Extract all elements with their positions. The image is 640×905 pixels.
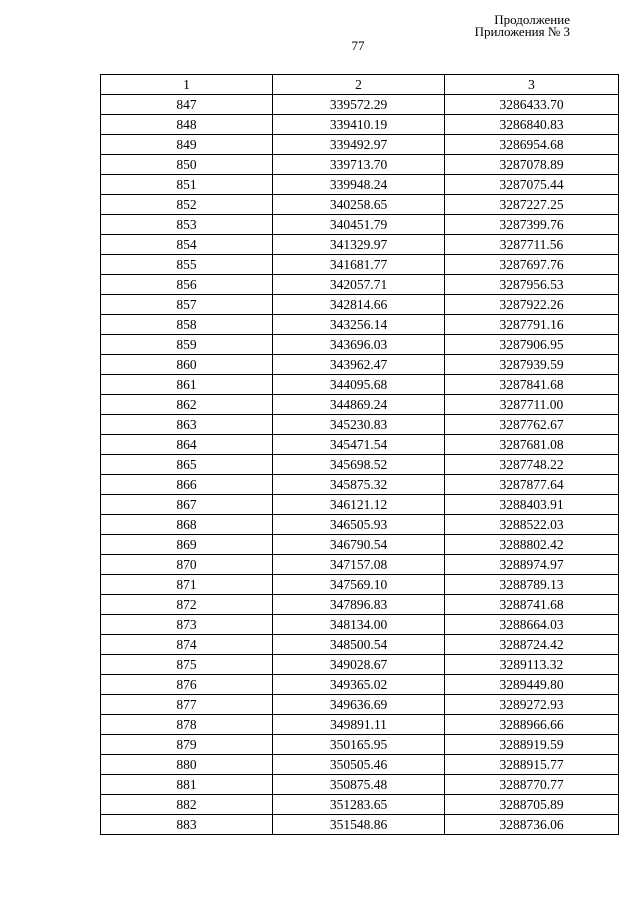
y-coordinate-cell: 3288724.42 xyxy=(445,635,619,655)
x-coordinate-cell: 342057.71 xyxy=(273,275,445,295)
y-coordinate-cell: 3287791.16 xyxy=(445,315,619,335)
y-coordinate-cell: 3287748.22 xyxy=(445,455,619,475)
table-row xyxy=(101,475,619,495)
point-number-cell: 873 xyxy=(101,615,273,635)
x-coordinate-cell: 351548.86 xyxy=(273,815,445,835)
x-coordinate-cell: 344095.68 xyxy=(273,375,445,395)
table-row xyxy=(101,635,619,655)
x-coordinate-cell: 348500.54 xyxy=(273,635,445,655)
x-coordinate-cell: 342814.66 xyxy=(273,295,445,315)
y-coordinate-cell: 3287711.56 xyxy=(445,235,619,255)
y-coordinate-cell: 3288919.59 xyxy=(445,735,619,755)
table-row xyxy=(101,695,619,715)
appendix-label: Приложения № 3 xyxy=(474,24,570,39)
x-coordinate-cell: 345698.52 xyxy=(273,455,445,475)
table-row xyxy=(101,735,619,755)
point-number-cell: 879 xyxy=(101,735,273,755)
x-coordinate-cell: 347569.10 xyxy=(273,575,445,595)
y-coordinate-cell: 3288705.89 xyxy=(445,795,619,815)
table-row xyxy=(101,555,619,575)
y-coordinate-cell: 3287227.25 xyxy=(445,195,619,215)
x-coordinate-cell: 344869.24 xyxy=(273,395,445,415)
point-number-cell: 862 xyxy=(101,395,273,415)
point-number-cell: 875 xyxy=(101,655,273,675)
table-row xyxy=(101,135,619,155)
table-row xyxy=(101,435,619,455)
table-row xyxy=(101,155,619,175)
table-row xyxy=(101,795,619,815)
table-row xyxy=(101,235,619,255)
table-row xyxy=(101,115,619,135)
table-row xyxy=(101,535,619,555)
x-coordinate-cell: 346121.12 xyxy=(273,495,445,515)
x-coordinate-cell: 346505.93 xyxy=(273,515,445,535)
y-coordinate-cell: 3287711.00 xyxy=(445,395,619,415)
point-number-cell: 855 xyxy=(101,255,273,275)
x-coordinate-cell: 343696.03 xyxy=(273,335,445,355)
table-row xyxy=(101,195,619,215)
point-number-cell: 877 xyxy=(101,695,273,715)
x-coordinate-cell: 339572.29 xyxy=(273,95,445,115)
x-coordinate-cell: 339948.24 xyxy=(273,175,445,195)
point-number-cell: 876 xyxy=(101,675,273,695)
y-coordinate-cell: 3288736.06 xyxy=(445,815,619,835)
point-number-cell: 883 xyxy=(101,815,273,835)
table-row xyxy=(101,215,619,235)
y-coordinate-cell: 3287841.68 xyxy=(445,375,619,395)
table-row xyxy=(101,655,619,675)
point-number-cell: 871 xyxy=(101,575,273,595)
x-coordinate-cell: 351283.65 xyxy=(273,795,445,815)
table-row xyxy=(101,515,619,535)
x-coordinate-cell: 339492.97 xyxy=(273,135,445,155)
point-number-cell: 881 xyxy=(101,775,273,795)
point-number-cell: 863 xyxy=(101,415,273,435)
x-coordinate-cell: 340258.65 xyxy=(273,195,445,215)
x-coordinate-cell: 349028.67 xyxy=(273,655,445,675)
y-coordinate-cell: 3287877.64 xyxy=(445,475,619,495)
table-row xyxy=(101,815,619,835)
x-coordinate-cell: 349365.02 xyxy=(273,675,445,695)
y-coordinate-cell: 3287956.53 xyxy=(445,275,619,295)
point-number-cell: 857 xyxy=(101,295,273,315)
point-number-cell: 856 xyxy=(101,275,273,295)
table-row xyxy=(101,675,619,695)
y-coordinate-cell: 3288802.42 xyxy=(445,535,619,555)
table-row xyxy=(101,615,619,635)
point-number-cell: 874 xyxy=(101,635,273,655)
point-number-cell: 870 xyxy=(101,555,273,575)
x-coordinate-cell: 339410.19 xyxy=(273,115,445,135)
table-row xyxy=(101,275,619,295)
x-coordinate-cell: 345230.83 xyxy=(273,415,445,435)
y-coordinate-cell: 3287078.89 xyxy=(445,155,619,175)
x-coordinate-cell: 350505.46 xyxy=(273,755,445,775)
y-coordinate-cell: 3287939.59 xyxy=(445,355,619,375)
table-row xyxy=(101,595,619,615)
point-number-cell: 872 xyxy=(101,595,273,615)
table-row xyxy=(101,455,619,475)
x-coordinate-cell: 341329.97 xyxy=(273,235,445,255)
table-row xyxy=(101,375,619,395)
x-coordinate-cell: 343256.14 xyxy=(273,315,445,335)
x-coordinate-cell: 339713.70 xyxy=(273,155,445,175)
point-number-cell: 849 xyxy=(101,135,273,155)
point-number-cell: 880 xyxy=(101,755,273,775)
x-coordinate-cell: 343962.47 xyxy=(273,355,445,375)
point-number-cell: 868 xyxy=(101,515,273,535)
table-row xyxy=(101,335,619,355)
x-coordinate-cell: 349891.11 xyxy=(273,715,445,735)
x-coordinate-cell: 345875.32 xyxy=(273,475,445,495)
y-coordinate-cell: 3287762.67 xyxy=(445,415,619,435)
y-coordinate-cell: 3287681.08 xyxy=(445,435,619,455)
x-coordinate-cell: 341681.77 xyxy=(273,255,445,275)
column-header-2: 2 xyxy=(273,75,445,95)
continuation-label: Продолжение xyxy=(494,12,570,27)
point-number-cell: 850 xyxy=(101,155,273,175)
y-coordinate-cell: 3287906.95 xyxy=(445,335,619,355)
x-coordinate-cell: 346790.54 xyxy=(273,535,445,555)
appendix-continuation-header xyxy=(475,14,570,38)
point-number-cell: 853 xyxy=(101,215,273,235)
point-number-cell: 847 xyxy=(101,95,273,115)
y-coordinate-cell: 3289272.93 xyxy=(445,695,619,715)
table-header-row xyxy=(101,75,619,95)
y-coordinate-cell: 3289449.80 xyxy=(445,675,619,695)
y-coordinate-cell: 3288741.68 xyxy=(445,595,619,615)
table-row xyxy=(101,495,619,515)
x-coordinate-cell: 350875.48 xyxy=(273,775,445,795)
x-coordinate-cell: 348134.00 xyxy=(273,615,445,635)
point-number-cell: 851 xyxy=(101,175,273,195)
table-row xyxy=(101,395,619,415)
x-coordinate-cell: 349636.69 xyxy=(273,695,445,715)
table-row xyxy=(101,755,619,775)
table-row xyxy=(101,175,619,195)
table-row xyxy=(101,355,619,375)
point-number-cell: 860 xyxy=(101,355,273,375)
x-coordinate-cell: 347896.83 xyxy=(273,595,445,615)
point-number-cell: 865 xyxy=(101,455,273,475)
point-number-cell: 869 xyxy=(101,535,273,555)
table-row xyxy=(101,415,619,435)
table-row xyxy=(101,775,619,795)
point-number-cell: 854 xyxy=(101,235,273,255)
point-number-cell: 878 xyxy=(101,715,273,735)
y-coordinate-cell: 3286840.83 xyxy=(445,115,619,135)
column-header-3: 3 xyxy=(445,75,619,95)
table-row xyxy=(101,255,619,275)
page-number: 77 xyxy=(351,38,365,53)
x-coordinate-cell: 350165.95 xyxy=(273,735,445,755)
y-coordinate-cell: 3287697.76 xyxy=(445,255,619,275)
point-number-cell: 882 xyxy=(101,795,273,815)
y-coordinate-cell: 3287399.76 xyxy=(445,215,619,235)
coordinates-table xyxy=(100,74,619,835)
y-coordinate-cell: 3288770.77 xyxy=(445,775,619,795)
y-coordinate-cell: 3288522.03 xyxy=(445,515,619,535)
y-coordinate-cell: 3288664.03 xyxy=(445,615,619,635)
table-row xyxy=(101,95,619,115)
x-coordinate-cell: 347157.08 xyxy=(273,555,445,575)
table-body xyxy=(101,95,619,835)
point-number-cell: 848 xyxy=(101,115,273,135)
y-coordinate-cell: 3288974.97 xyxy=(445,555,619,575)
point-number-cell: 859 xyxy=(101,335,273,355)
table-row xyxy=(101,715,619,735)
y-coordinate-cell: 3286954.68 xyxy=(445,135,619,155)
x-coordinate-cell: 345471.54 xyxy=(273,435,445,455)
y-coordinate-cell: 3287075.44 xyxy=(445,175,619,195)
point-number-cell: 858 xyxy=(101,315,273,335)
x-coordinate-cell: 340451.79 xyxy=(273,215,445,235)
point-number-cell: 864 xyxy=(101,435,273,455)
point-number-cell: 867 xyxy=(101,495,273,515)
y-coordinate-cell: 3288966.66 xyxy=(445,715,619,735)
y-coordinate-cell: 3289113.32 xyxy=(445,655,619,675)
y-coordinate-cell: 3288403.91 xyxy=(445,495,619,515)
table-row xyxy=(101,315,619,335)
column-header-1: 1 xyxy=(101,75,273,95)
point-number-cell: 866 xyxy=(101,475,273,495)
table-row xyxy=(101,295,619,315)
y-coordinate-cell: 3288915.77 xyxy=(445,755,619,775)
table-row xyxy=(101,575,619,595)
point-number-cell: 861 xyxy=(101,375,273,395)
y-coordinate-cell: 3288789.13 xyxy=(445,575,619,595)
point-number-cell: 852 xyxy=(101,195,273,215)
y-coordinate-cell: 3286433.70 xyxy=(445,95,619,115)
y-coordinate-cell: 3287922.26 xyxy=(445,295,619,315)
